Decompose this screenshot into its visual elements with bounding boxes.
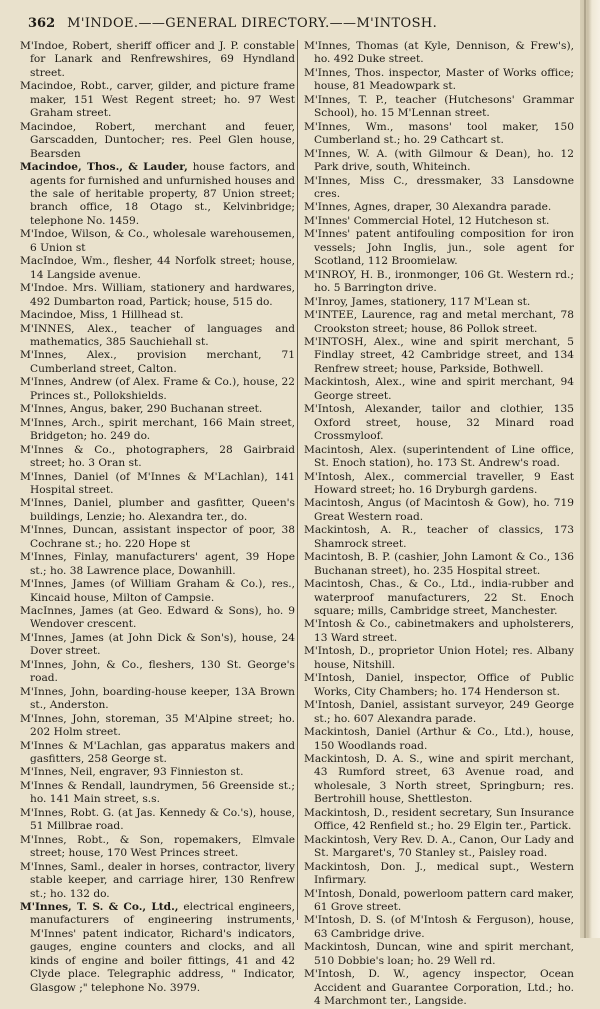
directory-entry: M'Innes, Wm., masons' tool maker, 150 Cumberland st.; ho. 29 Cathcart st. xyxy=(304,120,574,147)
directory-entry: Mackintosh, Alex., wine and spirit merchant, 94 George street. xyxy=(304,376,574,402)
directory-entry: M'Indoe, Wilson, & Co., wholesale warehousemen, 6 Union st xyxy=(20,228,295,254)
directory-entry: M'Innes, Daniel, plumber and gasfitter, Queen's buildings, Lenzie; ho. Alexandra ter., do. xyxy=(20,497,295,523)
directory-entry xyxy=(20,161,295,228)
directory-entry: M'Intosh, D. S. (of M'Intosh & Ferguson), house, 63 Cambridge drive. xyxy=(304,914,574,940)
left-column xyxy=(20,40,295,995)
directory-entry: M'Innes, John, storeman, 35 M'Alpine street; ho. 202 Holm street. xyxy=(20,712,295,739)
directory-entry: Macindoe, Robt., carver, gilder, and picture frame maker, 151 West Regent street; ho. 97 West Graham street. xyxy=(20,80,295,120)
directory-entry: M'Innes, Robt. G. (at Jas. Kennedy & Co.'s), house, 51 Millbrae road. xyxy=(20,806,295,833)
page-header xyxy=(28,14,588,32)
directory-entry: Macindoe, Robert, merchant and feuer, Garscadden, Duntocher; res. Peel Glen house, Bearsden xyxy=(20,120,295,160)
directory-entry: M'Innes, Alex., provision merchant, 71 Cumberland street, Calton. xyxy=(20,349,295,375)
directory-entry: M'Intosh, Alex., commercial traveller, 9 East Howard street; ho. 16 Dryburgh gardens. xyxy=(304,470,574,496)
directory-entry: M'Innes, T. P., teacher (Hutchesons' Grammar School), ho. 15 M'Lennan street. xyxy=(304,93,574,120)
directory-entry: M'Innes & Rendall, laundrymen, 56 Greenside st.; ho. 141 Main street, s.s. xyxy=(20,779,295,806)
right-column xyxy=(304,40,574,1009)
directory-entry: M'Innes, James (at John Dick & Son's), house, 24 Dover street. xyxy=(20,631,295,658)
directory-entry: M'Innes & M'Lachlan, gas apparatus makers and gasfitters, 258 George st. xyxy=(20,739,295,766)
directory-entry: M'Innes, W. A. (with Gilmour & Dean), ho. 12 Park drive, south, Whiteinch. xyxy=(304,147,574,174)
directory-entry: M'Innes, Thos. inspector, Master of Works office; house, 81 Meadowpark st. xyxy=(304,66,574,93)
directory-entry: Macintosh, Angus (of Macintosh & Gow), ho. 719 Great Western road. xyxy=(304,497,574,523)
directory-entry: M'Innes, Thomas (at Kyle, Dennison, & Frew's), ho. 492 Duke street. xyxy=(304,40,574,66)
directory-entry: M'Innes' Commercial Hotel, 12 Hutcheson st. xyxy=(304,214,550,227)
column-divider xyxy=(297,40,298,920)
directory-entry: Macindoe, Miss, 1 Hillhead st. xyxy=(20,309,184,322)
directory-entry: M'Innes, Miss C., dressmaker, 33 Lansdowne cres. xyxy=(304,174,574,200)
directory-entry: M'INNES, Alex., teacher of languages and mathematics, 385 Sauchiehall st. xyxy=(20,322,295,348)
directory-entry: Mackintosh, Duncan, wine and spirit merchant, 510 Dobbie's loan; ho. 29 Well rd. xyxy=(304,941,574,967)
directory-entry: M'Indoe. Mrs. William, stationery and hardwares, 492 Dumbarton road, Partick; house, 515 do. xyxy=(20,282,295,308)
directory-entry: M'Intosh, D., proprietor Union Hotel; res. Albany house, Nitshill. xyxy=(304,645,574,671)
directory-entry: M'Innes, Robt., & Son, ropemakers, Elmvale street; house, 170 West Princes street. xyxy=(20,833,295,860)
directory-entry: M'Innes, John, boarding-house keeper, 13A Brown st., Anderston. xyxy=(20,685,295,712)
entry-bold-name: M'Innes, T. S. & Co., Ltd., xyxy=(20,901,179,913)
book-binding-edge xyxy=(580,0,600,938)
directory-entry: M'Inroy, James, stationery, 117 M'Lean st. xyxy=(304,295,531,308)
directory-entry: MacIndoe, Wm., flesher, 44 Norfolk street; house, 14 Langside avenue. xyxy=(20,255,295,281)
directory-entry: M'Innes, Saml., dealer in horses, contractor, livery stable keeper, and carriage hirer, 130 Renfrew st.; ho. 132 do. xyxy=(20,860,295,900)
directory-entry: M'Innes, John, & Co., fleshers, 130 St. George's road. xyxy=(20,658,295,685)
directory-entry: M'Innes, Finlay, manufacturers' agent, 39 Hope st.; ho. 38 Lawrence place, Dowanhill. xyxy=(20,551,295,577)
directory-entry: M'Intosh, Donald, powerloom pattern card maker, 61 Grove street. xyxy=(304,887,574,913)
directory-entry: M'INROY, H. B., ironmonger, 106 Gt. Western rd.; ho. 5 Barrington drive. xyxy=(304,268,574,295)
entry-text: electrical engineers, manufacturers of engineering instruments, M'Innes' patent indicator, Richard's indicators, gauges, engine counters and clocks, and all kinds of engine and boiler fittings, 41 and 42 Clyde place. Telegraphic address, " Indicator, Glasgow ;" telephone No. 3979. xyxy=(30,901,295,994)
directory-entry: M'Innes, James (of William Graham & Co.), res., Kincaid house, Milton of Campsie. xyxy=(20,578,295,604)
directory-entry: Macintosh, Alex. (superintendent of Line office, St. Enoch station), ho. 173 St. Andrew's road. xyxy=(304,443,574,470)
directory-entry: M'Intosh, D. W., agency inspector, Ocean Accident and Guarantee Corporation, Ltd.; ho. 4 Marchmont ter., Langside. xyxy=(304,968,574,1008)
directory-entry: M'Intosh & Co., cabinetmakers and upholsterers, 13 Ward street. xyxy=(304,618,574,644)
directory-entry: M'Indoe, Robert, sheriff officer and J. P. constable for Lanark and Renfrewshires, 69 Hyndland street. xyxy=(20,40,295,79)
directory-entry: M'Intosh, Daniel, inspector, Office of Public Works, City Chambers; ho. 174 Henderson st. xyxy=(304,672,574,698)
entry-text: house factors, and agents for furnished and unfurnished houses and the sale of heritable property, 87 Union street; branch office, 18 Otago st., Kelvinbridge; telephone No. 1459. xyxy=(30,161,295,227)
directory-entry: MacInnes, James (at Geo. Edward & Sons), ho. 9 Wendover crescent. xyxy=(20,605,295,631)
directory-entry: M'Innes, Neil, engraver, 93 Finnieston st. xyxy=(20,766,244,779)
page-number: 362 xyxy=(28,15,56,31)
directory-entry: Macintosh, B. P. (cashier, John Lamont & Co., 136 Buchanan street), ho. 235 Hospital street. xyxy=(304,551,574,577)
directory-entry: Mackintosh, Don. J., medical supt., Western Infirmary. xyxy=(304,860,574,887)
directory-entry: Mackintosh, Very Rev. D. A., Canon, Our Lady and St. Margaret's, 70 Stanley st., Paisley road. xyxy=(304,833,574,860)
directory-entry: M'Innes, Arch., spirit merchant, 166 Main street, Bridgeton; ho. 249 do. xyxy=(20,416,295,443)
directory-entry: M'INTOSH, Alex., wine and spirit merchant, 5 Findlay street, 42 Cambridge street, and 134 Renfrew street; house, Parkside, Bothwell. xyxy=(304,335,574,375)
directory-entry: Mackintosh, A. R., teacher of classics, 173 Shamrock street. xyxy=(304,524,574,550)
directory-entry: M'Innes & Co., photographers, 28 Gairbraid street; ho. 3 Oran st. xyxy=(20,443,295,470)
directory-entry: M'INTEE, Laurence, rag and metal merchant, 78 Crookston street; house, 86 Pollok street. xyxy=(304,309,574,335)
directory-entry: Mackintosh, Daniel (Arthur & Co., Ltd.), house, 150 Woodlands road. xyxy=(304,726,574,752)
directory-entry: M'Intosh, Alexander, tailor and clothier, 135 Oxford street, house, 32 Minard road Crossmyloof. xyxy=(304,403,574,443)
directory-entry: Mackintosh, D., resident secretary, Sun Insurance Office, 42 Renfield st.; ho. 29 Elgin ter., Partick. xyxy=(304,806,574,833)
running-head: M'INDOE.——GENERAL DIRECTORY.——M'INTOSH. xyxy=(67,15,438,31)
entry-bold-name: Macindoe, Thos., & Lauder, xyxy=(20,161,188,174)
directory-entry: M'Intosh, Daniel, assistant surveyor, 249 George st.; ho. 607 Alexandra parade. xyxy=(304,699,574,725)
directory-entry: M'Innes, Daniel (of M'Innes & M'Lachlan), 141 Hospital street. xyxy=(20,470,295,496)
directory-entry: M'Innes, Andrew (of Alex. Frame & Co.), house, 22 Princes st., Pollokshields. xyxy=(20,376,295,402)
directory-entry xyxy=(20,901,295,995)
directory-entry: M'Innes, Duncan, assistant inspector of poor, 38 Cochrane st.; ho. 220 Hope st xyxy=(20,524,295,550)
directory-entry: M'Innes, Agnes, draper, 30 Alexandra parade. xyxy=(304,201,552,214)
directory-entry: M'Innes, Angus, baker, 290 Buchanan street. xyxy=(20,403,263,416)
directory-entry: Mackintosh, D. A. S., wine and spirit merchant, 43 Rumford street, 63 Avenue road, and wholesale, 3 North street, Springburn; res. Bertrohill house, Shettleston. xyxy=(304,753,574,806)
directory-entry: M'Innes' patent antifouling composition for iron vessels; John Inglis, jun., sole agent for Scotland, 112 Broomielaw. xyxy=(304,228,574,268)
directory-entry: Macintosh, Chas., & Co., Ltd., india-rubber and waterproof manufacturers, 22 St. Enoch square; mills, Cambridge street, Manchester. xyxy=(304,578,574,618)
